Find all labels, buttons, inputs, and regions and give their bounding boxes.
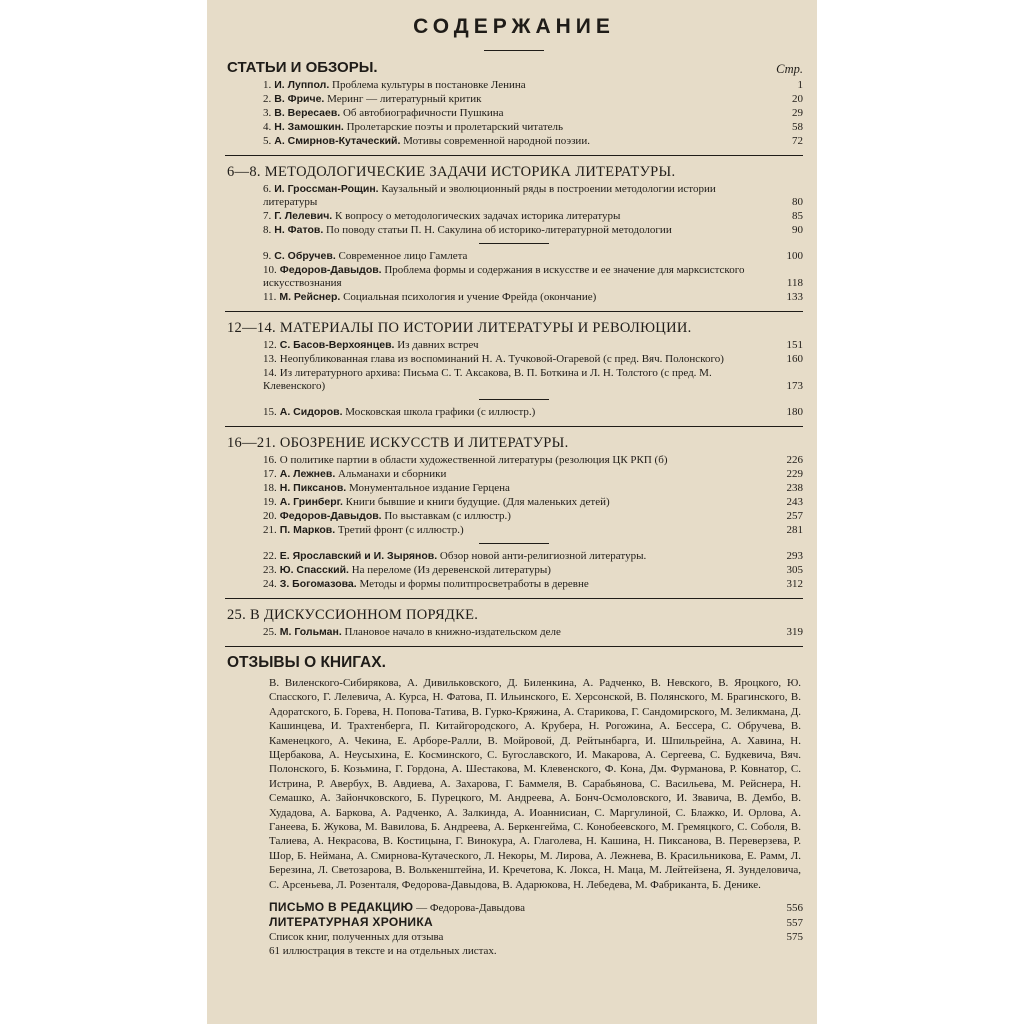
bottom-entry-label: ЛИТЕРАТУРНАЯ ХРОНИКА xyxy=(269,915,433,930)
contents-entry xyxy=(263,626,803,639)
entry-page: 133 xyxy=(786,291,803,303)
entry-number: 17. xyxy=(263,468,277,480)
entry-title: Неопубликованная глава из воспоминаний Н. А. Тучковой-Огаревой (с пред. Вяч. Полонского) xyxy=(279,353,724,365)
entry-title: Методы и формы политпросветработы в деревне xyxy=(359,578,589,590)
entry-title: Мотивы современной народной поэзии. xyxy=(403,135,590,147)
reviews-list: В. Виленского-Сибирякова, А. Дивильковского, Д. Биленкина, А. Радченко, В. Невского, В. Яроцкого, Ю. Спасского, Г. Лелевича, А. Курса, Н. Фатова, П. Ильинского, Е. Херсонской, В. Полянского, М. Брагинского, В. Адоратского, Б. Горева, Н. Попова-Татива, В. Гурко-Кряжина, А. Старикова, Г. Сандомирского, М. Зеликмана, Д. Кашинцева, И. Трахтенберга, П. Китайгородского, А. Крубера, Н. Рогожина, А. Бессера, С. Обручева, В. Каменецкого, А. Чекина, Е. Арборе-Ралли, В. Мойровой, Д. Рейтынбарга, И. Шпильрейна, А. Хавина, Н. Щербакова, А. Неусыхина, Е. Косминского, С. Бугославского, И. Макарова, А. Сергеева, С. Будкевича, Вяч. Полонского, Б. Козьмина, Г. Гордона, А. Шестакова, М. Клевенского, Ф. Кона, Дм. Фурманова, Р. Ковнатор, С. Истрина, Р. Авербух, В. Авдиева, А. Захарова, Г. Баммеля, В. Сарабьянова, С. Васильева, М. Рейснера, Н. Семашко, А. Зайончковского, Б. Пурецкого, М. Андреева, А. Бонч-Осмоловского, И. Звавича, В. Дембо, В. Худадова, А. Баркова, А. Радченко, А. Залкинда, А. Иоаннисиан, С. Маргулиной, С. Блажко, И. Орлова, А. Ганеева, Б. Жукова, М. Вавилова, Б. Андреева, А. Беркенгейма, С. Конобеевского, М. Гремяцкого, С. Соболя, В. Талиева, А. Некрасова, В. Костицына, Г. Винокура, А. Глаголева, Н. Кашина, Н. Пиксанова, В. Переверзева, Р. Шор, Б. Неймана, А. Смирнова-Кутаческого, Л. Некоры, М. Лирова, А. Лежнева, В. Красильникова, Е. Рамм, Л. Березина, Л. Светозарова, В. Волькенштейна, И. Кречетова, К. Локса, Н. Маца, М. Лейтейзена, Я. Зунделовича, С. Арсеньева, Л. Розенталя, Федорова-Давыдова, В. Адарюкова, Н. Лебедева, М. Фабриканта, Б. Денике. xyxy=(269,677,801,891)
entry-author: И. Луппол. xyxy=(274,79,330,91)
bottom-entry-author: — Федорова-Давыдова xyxy=(413,902,525,915)
entry-title: Об автобиографичности Пушкина xyxy=(342,107,504,119)
title-rule xyxy=(484,50,544,51)
entry-author: П. Марков. xyxy=(279,524,336,536)
reviews-heading: ОТЗЫВЫ О КНИГАХ. xyxy=(227,654,386,671)
section-heading-row xyxy=(227,59,803,77)
entry-title: Плановое начало в книжно-издательском деле xyxy=(344,626,561,638)
entry-author: З. Богомазова. xyxy=(279,578,357,590)
entry-page: 58 xyxy=(792,121,803,133)
entry-number: 16. xyxy=(263,454,277,466)
entry-page: 160 xyxy=(786,353,803,365)
entry-title: По выставкам (с иллюстр.) xyxy=(384,510,511,522)
contents-entry xyxy=(263,524,803,537)
entry-page: 100 xyxy=(786,250,803,262)
contents-entry xyxy=(263,406,803,419)
entry-group xyxy=(263,454,803,537)
entry-number: 11. xyxy=(263,291,277,303)
entry-page: 29 xyxy=(792,107,803,119)
entry-title: Монументальное издание Герцена xyxy=(348,482,510,494)
entry-number: 1. xyxy=(263,79,272,91)
bottom-entry-label: 61 иллюстрация в тексте и на отдельных листах. xyxy=(269,945,497,958)
entry-title: Пролетарские поэты и пролетарский читатель xyxy=(346,121,564,133)
contents-entry xyxy=(263,367,803,393)
entry-group xyxy=(263,339,803,393)
entry-title: Каузальный и эволюционный ряды в построении методологии истории литературы xyxy=(263,183,716,208)
section-divider xyxy=(225,426,803,427)
entry-author: С. Басов-Верхоянцев. xyxy=(279,339,395,351)
bottom-entry xyxy=(269,944,803,958)
entry-author: А. Смирнов-Кутаческий. xyxy=(274,135,401,147)
entry-number: 5. xyxy=(263,135,272,147)
group-divider xyxy=(479,243,549,244)
entry-group xyxy=(263,183,803,237)
entry-title: Из давних встреч xyxy=(397,339,479,351)
contents-entry xyxy=(263,468,803,481)
entry-title: Альманахи и сборники xyxy=(337,468,447,480)
group-divider xyxy=(479,399,549,400)
entry-group xyxy=(263,626,803,639)
entry-page: 118 xyxy=(786,277,803,289)
contents-entry xyxy=(263,510,803,523)
entry-group xyxy=(263,250,803,304)
contents-entry xyxy=(263,496,803,509)
section-divider xyxy=(225,646,803,647)
entry-title: Проблема формы и содержания в искусстве и ее значение для марксистского искусствознания xyxy=(263,264,745,289)
contents-entry xyxy=(263,224,803,237)
entry-page: 281 xyxy=(786,524,803,536)
entry-author: Е. Ярославский и И. Зырянов. xyxy=(279,550,438,562)
entry-title: Третий фронт (с иллюстр.) xyxy=(337,524,464,536)
entry-number: 15. xyxy=(263,406,277,418)
entry-number: 22. xyxy=(263,550,277,562)
entry-title: Социальная психология и учение Фрейда (окончание) xyxy=(343,291,597,303)
entry-page: 85 xyxy=(792,210,803,222)
entry-page: 80 xyxy=(792,196,803,208)
contents-entry xyxy=(263,353,803,366)
entry-author: Федоров-Давыдов. xyxy=(279,264,382,276)
entry-number: 4. xyxy=(263,121,272,133)
contents-sections xyxy=(225,59,803,647)
entry-group xyxy=(263,79,803,148)
entry-author: Н. Замошкин. xyxy=(274,121,344,133)
reviews-heading-row xyxy=(227,654,803,672)
contents-entry xyxy=(263,291,803,304)
entry-title: Обзор новой анти-религиозной литературы. xyxy=(439,550,647,562)
entry-page: 229 xyxy=(786,468,803,480)
contents-entry xyxy=(263,454,803,467)
entry-page: 1 xyxy=(797,79,803,91)
contents-entry xyxy=(263,135,803,148)
entry-number: 7. xyxy=(263,210,272,222)
entry-page: 226 xyxy=(786,454,803,466)
entry-page: 319 xyxy=(786,626,803,638)
contents-entry xyxy=(263,93,803,106)
entry-number: 13. xyxy=(263,353,277,365)
entry-title: На переломе (Из деревенской литературы) xyxy=(351,564,551,576)
section-heading: 16—21. ОБОЗРЕНИЕ ИСКУССТВ И ЛИТЕРАТУРЫ. xyxy=(227,435,569,451)
entry-author: Ю. Спасский. xyxy=(279,564,349,576)
bottom-entry xyxy=(269,930,803,944)
entry-author: Н. Пиксанов. xyxy=(279,482,347,494)
entry-author: Федоров-Давыдов. xyxy=(279,510,382,522)
bottom-entry xyxy=(269,900,803,915)
entry-group xyxy=(263,550,803,591)
page-title: СОДЕРЖАНИЕ xyxy=(413,15,615,38)
entry-number: 19. xyxy=(263,496,277,508)
contents-entry xyxy=(263,250,803,263)
contents-entry xyxy=(263,339,803,352)
entry-number: 20. xyxy=(263,510,277,522)
entry-title: Московская школа графики (с иллюстр.) xyxy=(345,406,536,418)
entry-page: 72 xyxy=(792,135,803,147)
bottom-entry-page: 556 xyxy=(786,902,803,915)
entry-author: В. Фриче. xyxy=(274,93,325,105)
section-heading-row xyxy=(227,163,803,181)
entry-title: К вопросу о методологических задачах историка литературы xyxy=(334,210,621,222)
entry-page: 90 xyxy=(792,224,803,236)
entry-number: 14. xyxy=(263,367,277,379)
entry-number: 6. xyxy=(263,183,272,195)
section-divider xyxy=(225,155,803,156)
entry-number: 23. xyxy=(263,564,277,576)
contents-entry xyxy=(263,183,803,209)
contents-entry xyxy=(263,107,803,120)
entry-number: 2. xyxy=(263,93,272,105)
entry-author: А. Гринберг. xyxy=(279,496,343,508)
entry-author: А. Сидоров. xyxy=(279,406,343,418)
section-heading: 6—8. МЕТОДОЛОГИЧЕСКИЕ ЗАДАЧИ ИСТОРИКА ЛИТЕРАТУРЫ. xyxy=(227,164,676,180)
contents-entry xyxy=(263,564,803,577)
entry-author: Г. Лелевич. xyxy=(274,210,333,222)
group-divider xyxy=(479,543,549,544)
entry-page: 180 xyxy=(786,406,803,418)
bottom-entry-label: ПИСЬМО В РЕДАКЦИЮ xyxy=(269,900,414,915)
entry-author: С. Обручев. xyxy=(274,250,336,262)
contents-entry xyxy=(263,578,803,591)
section-divider xyxy=(225,311,803,312)
entry-page: 238 xyxy=(786,482,803,494)
bottom-entry-page: 557 xyxy=(786,917,803,930)
entry-author: Н. Фатов. xyxy=(274,224,324,236)
entry-page: 257 xyxy=(786,510,803,522)
contents-entry xyxy=(263,121,803,134)
entry-number: 25. xyxy=(263,626,277,638)
contents-entry xyxy=(263,79,803,92)
contents-entry xyxy=(263,264,803,290)
entry-group xyxy=(263,406,803,419)
entry-page: 293 xyxy=(786,550,803,562)
entry-page: 305 xyxy=(786,564,803,576)
entry-number: 10. xyxy=(263,264,277,276)
section-heading: 25. В ДИСКУССИОННОМ ПОРЯДКЕ. xyxy=(227,607,479,623)
entry-number: 12. xyxy=(263,339,277,351)
entry-page: 312 xyxy=(786,578,803,590)
entry-title: Из литературного архива: Письма С. Т. Аксакова, В. П. Боткина и Л. Н. Толстого (с пред. М. Клевенского) xyxy=(263,367,712,392)
contents-entry xyxy=(263,482,803,495)
entry-number: 8. xyxy=(263,224,272,236)
entry-author: А. Лежнев. xyxy=(279,468,336,480)
contents-entry xyxy=(263,550,803,563)
entry-author: М. Гольман. xyxy=(279,626,342,638)
bottom-entry-page: 575 xyxy=(786,931,803,944)
entry-author: И. Гроссман-Рощин. xyxy=(274,183,379,195)
entry-page: 173 xyxy=(786,380,803,392)
bottom-entries xyxy=(269,900,803,958)
entry-page: 20 xyxy=(792,93,803,105)
entry-title: По поводу статьи П. Н. Сакулина об историко-литературной методологии xyxy=(326,224,672,236)
contents-entry xyxy=(263,210,803,223)
section-divider xyxy=(225,598,803,599)
section-heading: СТАТЬИ И ОБЗОРЫ. xyxy=(227,59,378,76)
entry-title: О политике партии в области художественной литературы (резолюция ЦК РКП (б) xyxy=(279,454,668,466)
entry-title: Проблема культуры в постановке Ленина xyxy=(332,79,526,91)
entry-title: Меринг — литературный критик xyxy=(327,93,482,105)
entry-page: 243 xyxy=(786,496,803,508)
entry-author: В. Вересаев. xyxy=(274,107,341,119)
bottom-entry-label: Список книг, полученных для отзыва xyxy=(269,931,444,944)
page-column-label: Стр. xyxy=(776,62,803,76)
section-heading-row xyxy=(227,434,803,452)
entry-page: 151 xyxy=(786,339,803,351)
contents-page xyxy=(207,0,817,1024)
section-heading: 12—14. МАТЕРИАЛЫ ПО ИСТОРИИ ЛИТЕРАТУРЫ И РЕВОЛЮЦИИ. xyxy=(227,320,692,336)
entry-number: 18. xyxy=(263,482,277,494)
entry-number: 3. xyxy=(263,107,272,119)
entry-author: М. Рейснер. xyxy=(279,291,341,303)
entry-title: Современное лицо Гамлета xyxy=(338,250,468,262)
entry-number: 21. xyxy=(263,524,277,536)
section-heading-row xyxy=(227,319,803,337)
entry-number: 9. xyxy=(263,250,272,262)
entry-title: Книги бывшие и книги будущие. (Для маленьких детей) xyxy=(345,496,610,508)
section-heading-row xyxy=(227,606,803,624)
entry-number: 24. xyxy=(263,578,277,590)
bottom-entry xyxy=(269,915,803,930)
